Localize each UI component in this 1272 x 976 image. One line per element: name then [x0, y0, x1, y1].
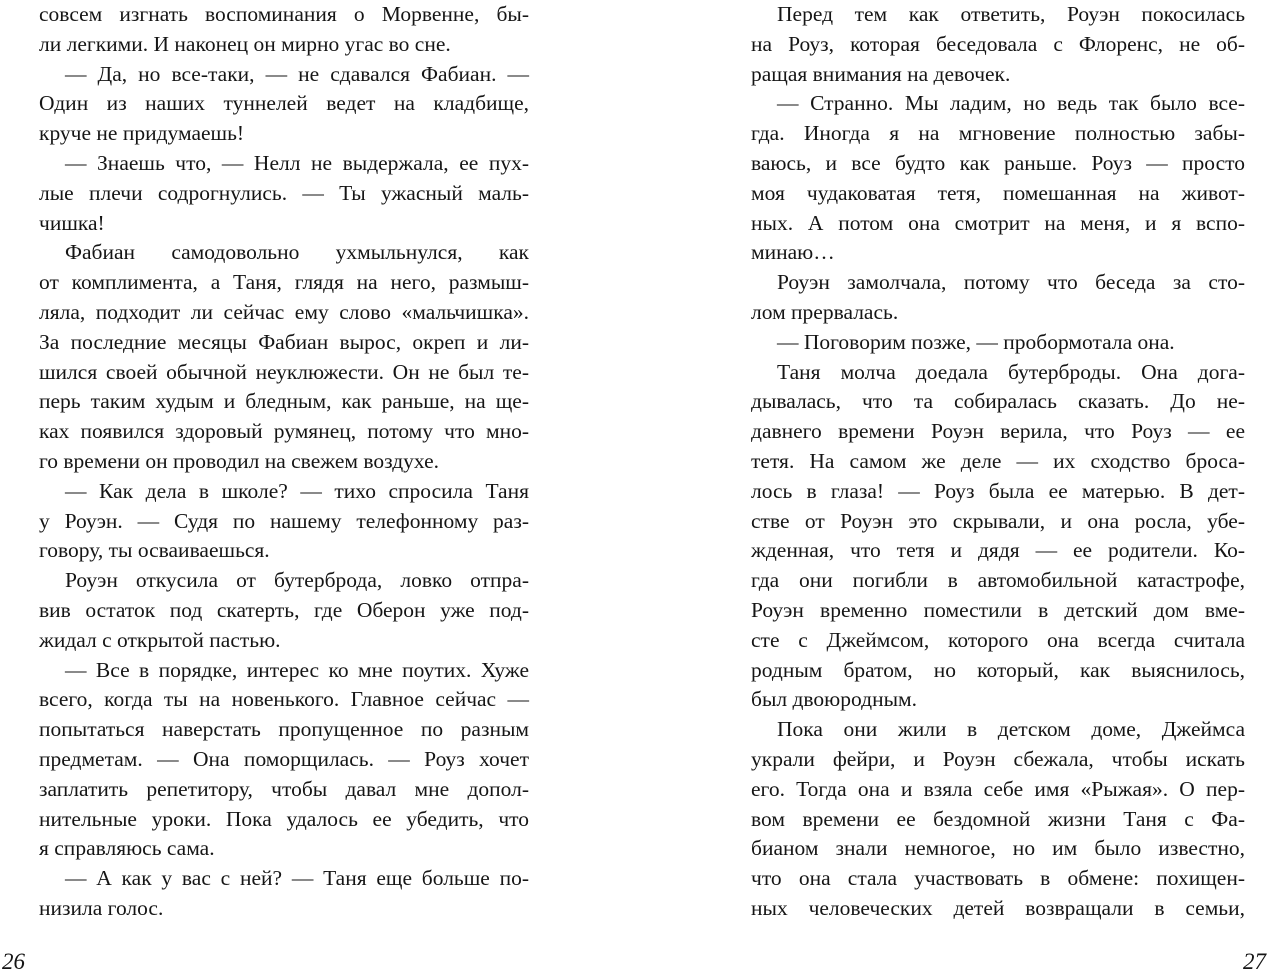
text-line: го времени он проводил на свежем воздухе. [39, 448, 440, 473]
text-line: вом времени ее бездомной жизни Таня с Фа- [751, 806, 1245, 831]
text-line: вив остаток под скатерть, где Оберон уже под- [39, 597, 529, 622]
text-line: у Роуэн. — Судя по нашему телефонному раз- [39, 508, 529, 533]
text-line: всего, когда ты на новенького. Главное сейчас — [39, 687, 529, 712]
text-line: давнего времени Роуэн верила, что Роуз — ее [751, 419, 1245, 444]
text-line: — Поговорим позже, — пробормотала она. [777, 329, 1175, 354]
text-line: Фабиан самодовольно ухмыльнулся, как [65, 240, 529, 265]
text-line: За последние месяцы Фабиан вырос, окреп и ли- [39, 329, 529, 354]
text-line: Роуэн временно поместили в детский дом вме- [751, 597, 1245, 622]
text-line: говору, ты осваиваешься. [39, 538, 270, 563]
text-line: ных человеческих детей возвращали в семьи, [751, 895, 1245, 920]
text-line: жденная, что тетя и дядя — ее родители. Ко- [751, 538, 1245, 563]
text-line: попытаться наверстать пропущенное по разным [39, 717, 529, 742]
text-line: шился своей обычной неуклюжести. Он не был те- [39, 359, 529, 384]
text-line: — Все в порядке, интерес ко мне поутих. Хуже [65, 657, 529, 682]
text-line: родным братом, но который, как выяснилось, [751, 657, 1245, 682]
text-line: ли легкими. И наконец он мирно угас во сне. [39, 31, 451, 56]
text-line: стве от Роуэн это скрывали, и она росла, убе- [751, 508, 1245, 533]
text-line: на Роуз, которая беседовала с Флоренс, не об- [751, 31, 1245, 56]
text-line: — А как у вас с ней? — Таня еще больше по- [65, 866, 529, 891]
text-line: от комплимента, а Таня, глядя на него, размыш- [39, 270, 529, 295]
right-page-number: 27 [1243, 949, 1266, 974]
right-page-text [751, 0, 1245, 924]
text-line: Пока они жили в детском доме, Джеймса [777, 717, 1245, 742]
text-line: — Странно. Мы ладим, но ведь так было все- [777, 91, 1245, 116]
text-line: Роуэн откусила от бутерброда, ловко отпра- [65, 568, 529, 593]
text-line: гда они погибли в автомобильной катастрофе, [751, 568, 1245, 593]
text-line: ляла, подходит ли сейчас ему слово «мальчишка». [39, 299, 529, 324]
text-line: минаю… [751, 240, 835, 265]
left-page [0, 0, 636, 975]
text-line: совсем изгнать воспоминания о Морвенне, бы- [39, 2, 529, 26]
text-line: дывалась, что та собиралась сказать. До не- [751, 389, 1245, 414]
text-line: был двоюродным. [751, 687, 917, 712]
text-line: сте с Джеймсом, которого она всегда считала [751, 627, 1245, 652]
text-line: моя чудаковатая тетя, помешанная на живот- [751, 180, 1245, 205]
left-page-text [39, 0, 529, 924]
text-line: лом прервалась. [751, 299, 899, 324]
text-line: — Да, но все-таки, — не сдавался Фабиан. — [65, 61, 529, 86]
text-line: бианом знали немногое, но им было известно, [751, 836, 1245, 861]
text-line: тетя. На самом же деле — их сходство броса- [751, 448, 1245, 473]
text-line: жидал с открытой пастью. [39, 627, 281, 652]
text-line: чишка! [39, 210, 105, 235]
text-line: его. Тогда она и взяла себе имя «Рыжая». О пер- [751, 776, 1245, 801]
text-line: ках появился здоровый румянец, потому что мно- [39, 419, 529, 444]
text-line: Таня молча доедала бутерброды. Она дога- [777, 359, 1245, 384]
text-line: гда. Иногда я на мгновение полностью забы- [751, 121, 1245, 146]
text-line: Один из наших туннелей ведет на кладбище, [39, 91, 529, 116]
text-line: — Как дела в школе? — тихо спросила Таня [65, 478, 529, 503]
text-line: круче не придумаешь! [39, 121, 245, 146]
text-line: перь таким худым и бледным, как раньше, на ще- [39, 389, 529, 414]
left-page-number: 26 [2, 949, 25, 974]
text-line: нительные уроки. Пока удалось ее убедить, что [39, 806, 529, 831]
text-line: ваюсь, и все будто как раньше. Роуз — просто [751, 150, 1245, 175]
text-line: украли фейри, и Роуэн сбежала, чтобы искать [751, 746, 1245, 771]
text-line: низила голос. [39, 895, 164, 920]
text-line: ращая внимания на девочек. [751, 61, 1011, 86]
text-line: я справляюсь сама. [39, 836, 215, 861]
text-line: Перед тем как ответить, Роуэн покосилась [777, 2, 1245, 26]
text-line: Роуэн замолчала, потому что беседа за сто- [777, 270, 1245, 295]
text-line: ных. А потом она смотрит на меня, и я вспо- [751, 210, 1245, 235]
text-line: предметам. — Она поморщилась. — Роуз хочет [39, 746, 529, 771]
text-line: лые плечи содрогнулись. — Ты ужасный маль- [39, 180, 529, 205]
text-line: лось в глаза! — Роуз была ее матерью. В дет- [751, 478, 1245, 503]
text-line: заплатить репетитору, чтобы давал мне допол- [39, 776, 529, 801]
text-line: что она стала участвовать в обмене: похищен- [751, 866, 1245, 891]
text-line: — Знаешь что, — Нелл не выдержала, ее пух- [65, 150, 529, 175]
right-page [636, 0, 1272, 975]
